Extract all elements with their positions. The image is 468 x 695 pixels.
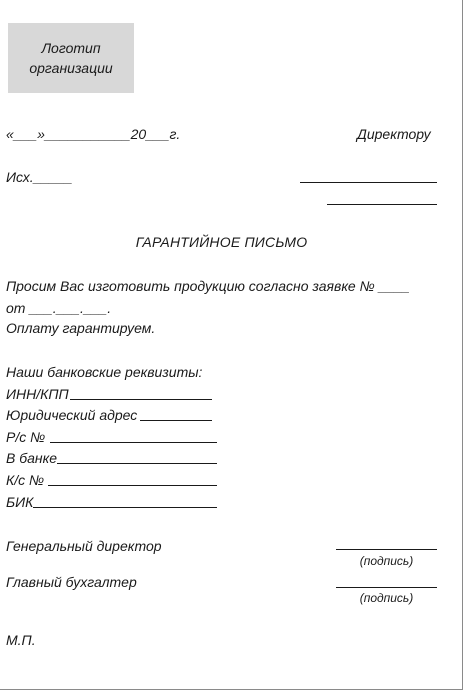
bank-name-field[interactable] — [57, 463, 217, 464]
legal-address-field[interactable] — [140, 420, 212, 421]
organization-logo-placeholder: Логотип организации — [8, 23, 134, 93]
general-director-label: Генеральный директор — [6, 538, 162, 554]
legal-address-label: Юридический адрес — [6, 407, 138, 423]
bik-label: БИК — [6, 494, 34, 510]
director-signature-hint: (подпись) — [359, 554, 414, 568]
correspondent-account-field[interactable] — [48, 485, 217, 486]
bik-field[interactable] — [33, 507, 217, 508]
accountant-signature-line[interactable] — [336, 587, 437, 588]
bank-name-label: В банке — [6, 450, 57, 466]
bank-details-heading: Наши банковские реквизиты: — [6, 364, 203, 380]
recipient-blank-1 — [300, 182, 437, 183]
chief-accountant-label: Главный бухгалтер — [6, 574, 137, 590]
document-title: ГАРАНТИЙНОЕ ПИСЬМО — [135, 234, 308, 250]
date-line: «___»___________20___г. — [6, 126, 181, 142]
inn-kpp-field[interactable] — [70, 399, 212, 400]
recipient-blank-2 — [327, 204, 437, 205]
outgoing-number: Исх._____ — [6, 169, 73, 185]
accountant-signature-hint: (подпись) — [359, 591, 414, 605]
recipient-label: Директору — [357, 126, 431, 142]
request-text-line-1: Просим Вас изготовить продукцию согласно заявке № ____ — [6, 278, 410, 294]
payment-guarantee-text: Оплату гарантируем. — [6, 320, 156, 336]
director-signature-line[interactable] — [336, 549, 437, 550]
inn-kpp-label: ИНН/КПП — [6, 386, 69, 402]
current-account-field[interactable] — [50, 442, 217, 443]
request-date-line: от ___.___.___. — [6, 300, 112, 316]
correspondent-account-label: К/с № — [6, 472, 45, 488]
stamp-place: М.П. — [6, 632, 36, 648]
current-account-label: Р/с № — [6, 429, 46, 445]
